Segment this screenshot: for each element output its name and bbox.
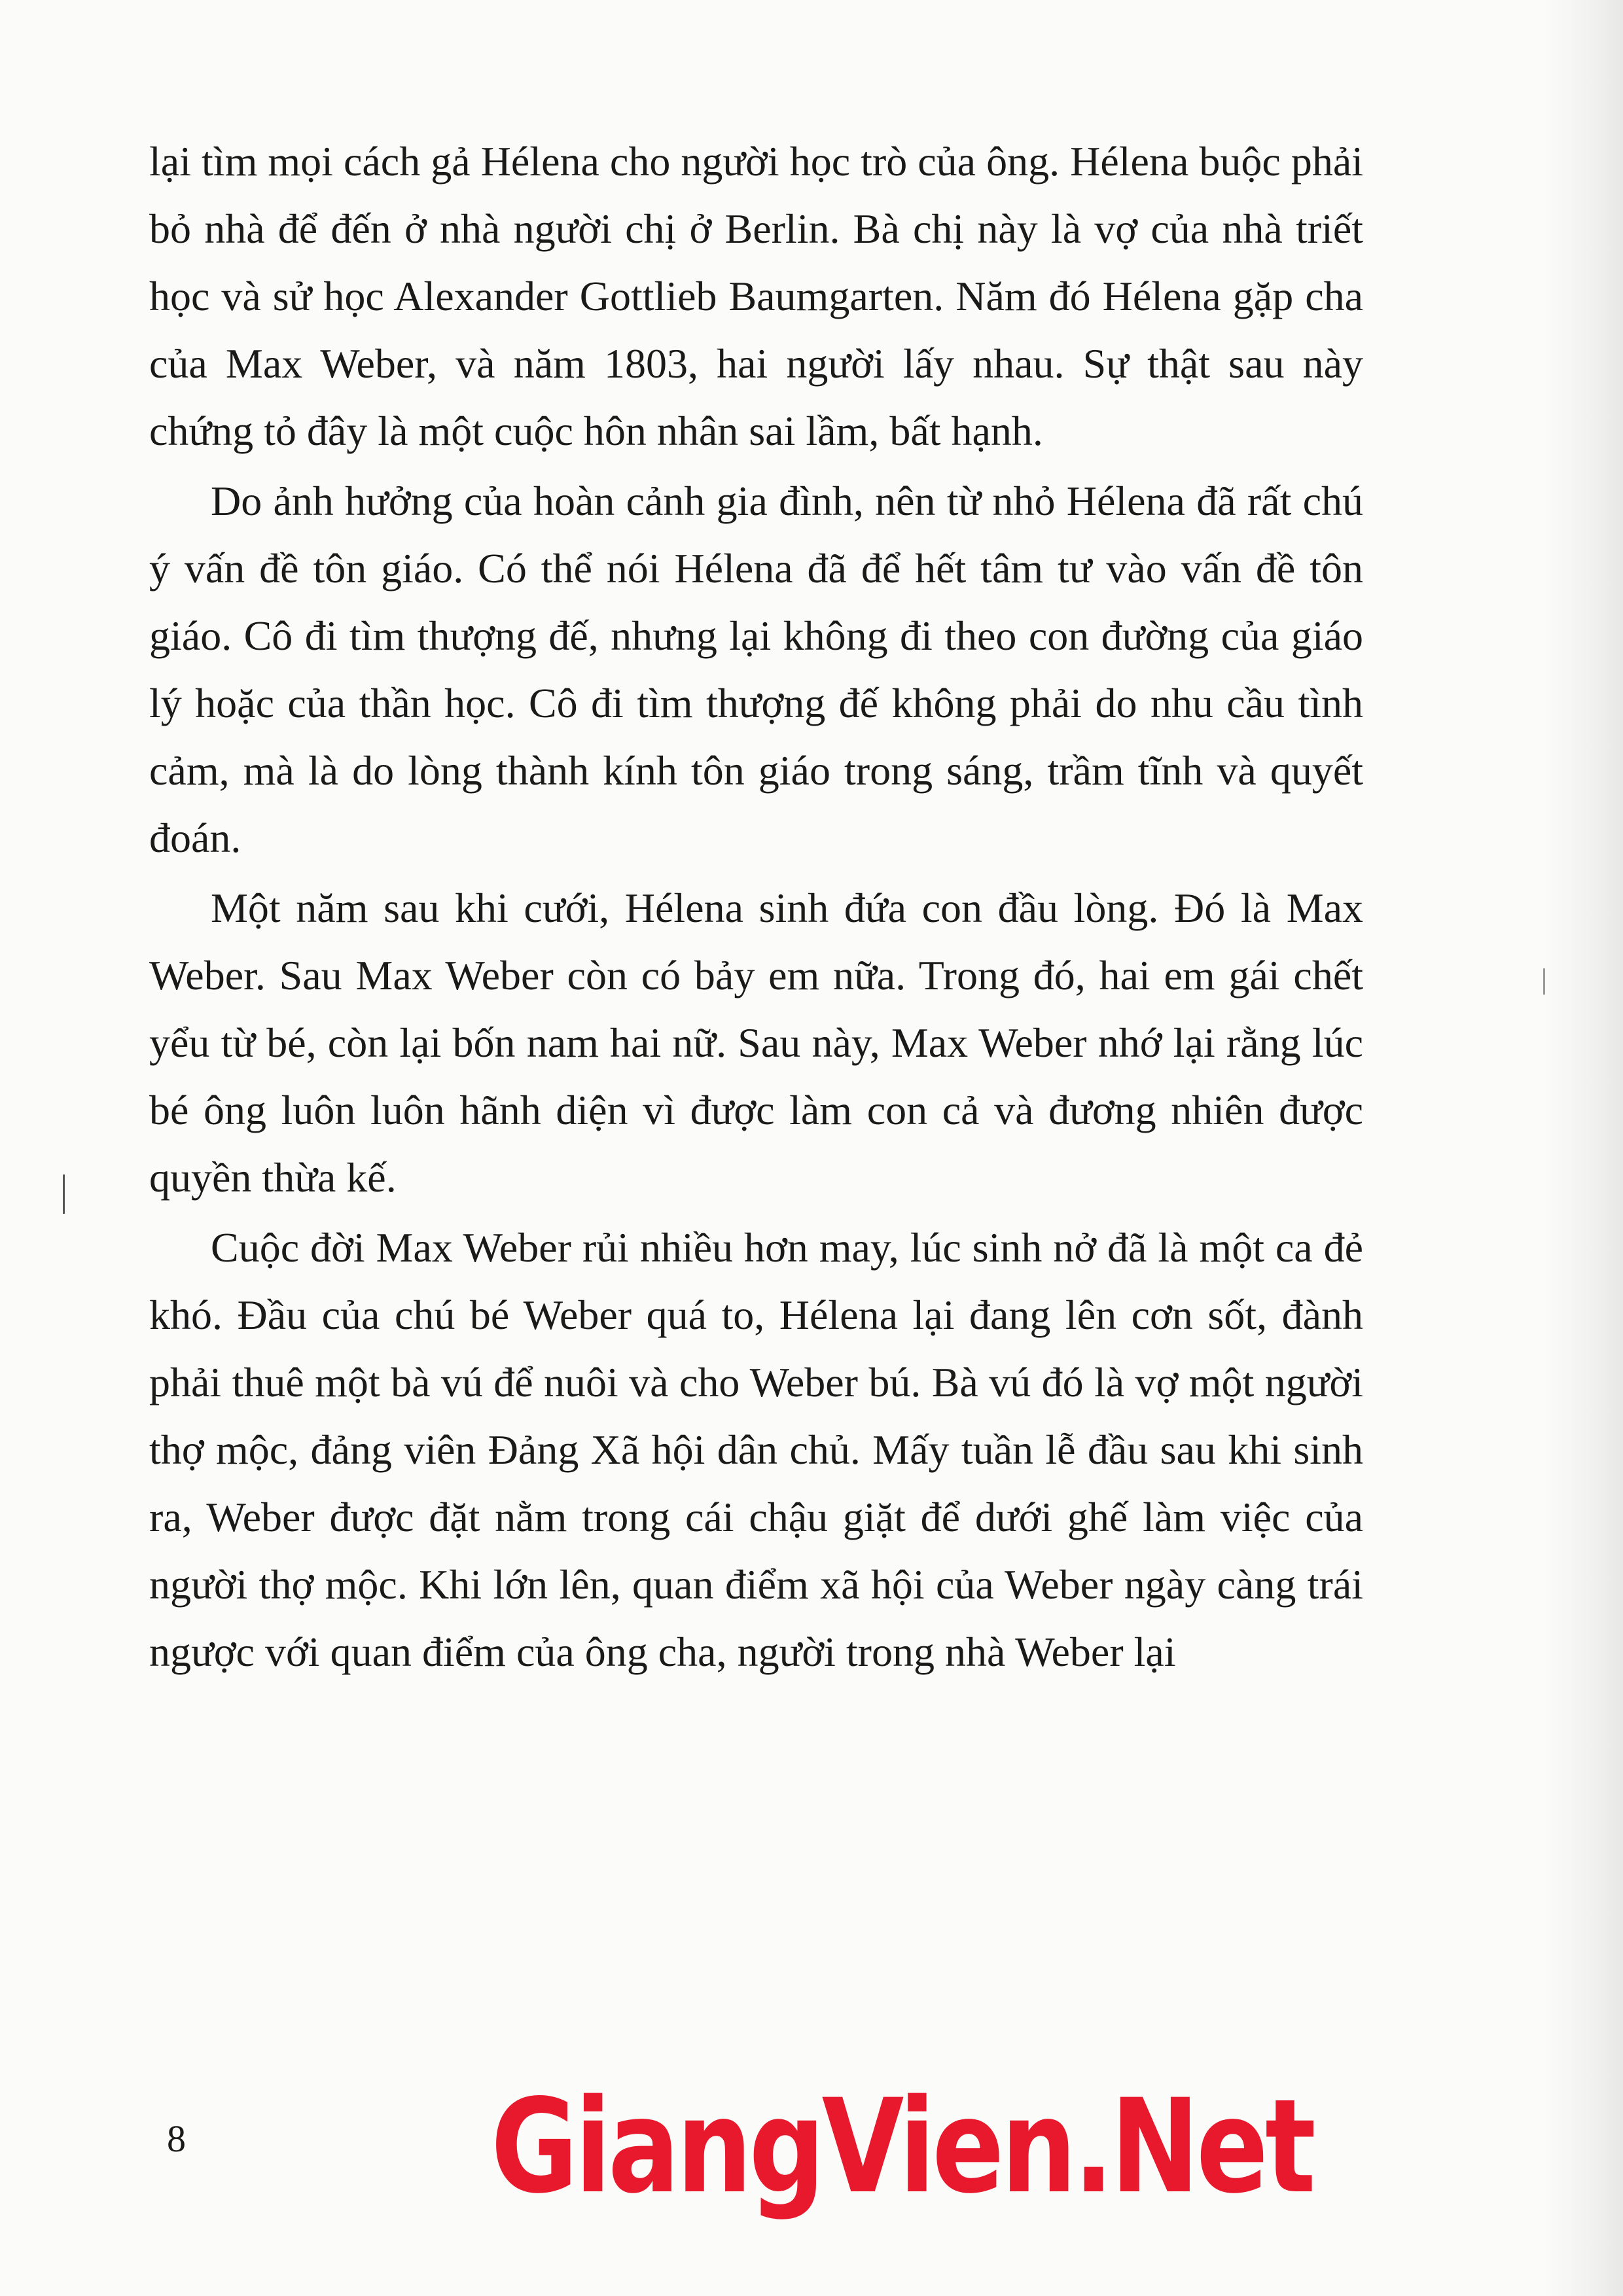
page-edge-shadow xyxy=(1544,0,1623,2296)
watermark-logo: GiangVien.Net xyxy=(491,2071,1313,2222)
margin-mark xyxy=(1543,968,1545,995)
margin-mark xyxy=(63,1174,65,1214)
paragraph-1: lại tìm mọi cách gả Hélena cho người học trò của ông. Hélena buộc phải bỏ nhà để đến ở nhà người chị ở Berlin. Bà chị này là vợ của nhà triết học và sử học Alexander Gottlieb Baumgarten. Năm đó Hélena gặp cha của Max Weber, và năm 1803, hai người lấy nhau. Sự thật sau này chứng tỏ đây là một cuộc hôn nhân sai lầm, bất hạnh. xyxy=(149,138,1363,454)
paragraph-2: Do ảnh hưởng của hoàn cảnh gia đình, nên từ nhỏ Hélena đã rất chú ý vấn đề tôn giáo. Có thể nói Hélena đã để hết tâm tư vào vấn đề tôn giáo. Cô đi tìm thượng đế, nhưng lại không đi theo con đường của giáo lý hoặc của thần học. Cô đi tìm thượng đế không phải do nhu cầu tình cảm, mà là do lòng thành kính tôn giáo trong sáng, trầm tĩnh và quyết đoán. xyxy=(149,478,1363,861)
page-number: 8 xyxy=(167,2117,186,2160)
paragraph-3: Một năm sau khi cưới, Hélena sinh đứa con đầu lòng. Đó là Max Weber. Sau Max Weber còn có bảy em nữa. Trong đó, hai em gái chết yểu từ bé, còn lại bốn nam hai nữ. Sau này, Max Weber nhớ lại rằng lúc bé ông luôn luôn hãnh diện vì được làm con cả và đương nhiên được quyền thừa kế. xyxy=(149,885,1363,1201)
paragraph-4: Cuộc đời Max Weber rủi nhiều hơn may, lúc sinh nở đã là một ca đẻ khó. Đầu của chú bé Weber quá to, Hélena lại đang lên cơn sốt, đành phải thuê một bà vú để nuôi và cho Weber bú. Bà vú đó là vợ một người thợ mộc, đảng viên Đảng Xã hội dân chủ. Mấy tuần lễ đầu sau khi sinh ra, Weber được đặt nằm trong cái chậu giặt để dưới ghế làm việc của người thợ mộc. Khi lớn lên, quan điểm xã hội của Weber ngày càng trái ngược với quan điểm của ông cha, người trong nhà Weber lại xyxy=(149,1224,1363,1675)
page-body-text xyxy=(149,128,1363,1686)
